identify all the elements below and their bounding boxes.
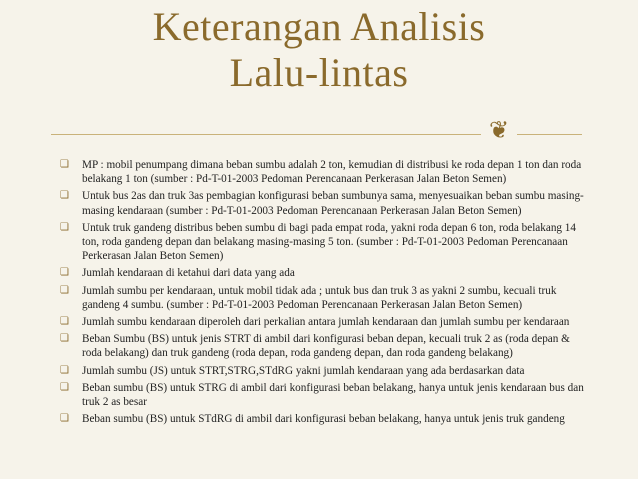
- list-item: [60, 221, 590, 264]
- hollow-square-bullet-icon: ❏: [60, 284, 69, 296]
- list-item: [60, 158, 590, 186]
- list-item-text: MP : mobil penumpang dimana beban sumbu adalah 2 ton, kemudian di distribusi ke roda depan 1 ton dan roda belakang 1 ton (sumber : Pd-T-01-2003 Pedoman Perencanaan Perkerasan Jalan Beton Semen): [82, 159, 582, 186]
- list-item-text: Jumlah sumbu per kendaraan, untuk mobil tidak ada ; untuk bus dan truk 3 as yakni 2 sumbu, kecuali truk gandeng 4 sumbu. (sumber : Pd-T-01-2003 Pedoman Perencanaan Perkerasan Jalan Beton Semen): [82, 284, 557, 311]
- hollow-square-bullet-icon: ❏: [60, 413, 69, 425]
- list-item: [60, 266, 590, 280]
- title-divider-right: [512, 134, 582, 135]
- hollow-square-bullet-icon: ❏: [60, 221, 69, 233]
- list-item: [60, 332, 590, 360]
- hollow-square-bullet-icon: ❏: [60, 316, 69, 328]
- hollow-square-bullet-icon: ❏: [60, 190, 69, 202]
- slide-title-line-2: Lalu-lintas: [229, 50, 409, 95]
- hollow-square-bullet-icon: ❏: [60, 364, 69, 376]
- hollow-square-bullet-icon: ❏: [60, 333, 69, 345]
- slide-title-line-1: Keterangan Analisis: [152, 4, 486, 49]
- list-item-text: Untuk truk gandeng distribus beben sumbu di bagi pada empat roda, yakni roda depan 6 ton, roda belakang 14 ton, roda gandeng depan dan belakang masing-masing 5 ton. (sumber : Pd-T-01-2003 Pedoman Perencanaan Perkerasan Jalan Beton Semen): [82, 221, 576, 263]
- list-item: [60, 284, 590, 312]
- list-item-text: Untuk bus 2as dan truk 3as pembagian konfigurasi beban sumbunya sama, menyesuaikan beban sumbu masing-masing kendaraan (sumber : Pd-T-01-2003 Pedoman Perencanaan Perkerasan Jalan Beton Semen): [82, 190, 584, 217]
- list-item-text: Beban sumbu (BS) untuk STRG di ambil dari konfigurasi beban belakang, hanya untuk jenis kendaraan bus dan truk 2 as besar: [82, 381, 584, 409]
- list-item: [60, 315, 590, 329]
- list-item: [60, 381, 590, 409]
- hollow-square-bullet-icon: ❏: [60, 381, 69, 393]
- list-item: [60, 364, 590, 378]
- hollow-square-bullet-icon: ❏: [60, 267, 69, 279]
- title-divider-left: [51, 134, 511, 135]
- slide-title: [0, 4, 638, 96]
- bullet-list: [60, 158, 590, 429]
- flourish-icon: ❦: [481, 118, 517, 144]
- list-item-text: Jumlah kendaraan di ketahui dari data yang ada: [82, 267, 295, 280]
- hollow-square-bullet-icon: ❏: [60, 159, 69, 170]
- list-item-text: Jumlah sumbu kendaraan diperoleh dari perkalian antara jumlah kendaraan dan jumlah sumbu per kendaraan: [82, 316, 570, 329]
- list-item: [60, 189, 590, 217]
- list-item-text: Beban Sumbu (BS) untuk jenis STRT di ambil dari konfigurasi beban depan, kecuali truk 2 as (roda depan & roda belakang) dan truk gandeng (roda depan, roda gandeng depan, dan roda gandeng belakang): [82, 333, 570, 360]
- list-item: [60, 412, 590, 426]
- list-item-text: Beban sumbu (BS) untuk STdRG di ambil dari konfigurasi beban belakang, hanya untuk jenis truk gandeng: [82, 413, 565, 426]
- list-item-text: Jumlah sumbu (JS) untuk STRT,STRG,STdRG yakni jumlah kendaraan yang ada berdasarkan data: [82, 364, 525, 377]
